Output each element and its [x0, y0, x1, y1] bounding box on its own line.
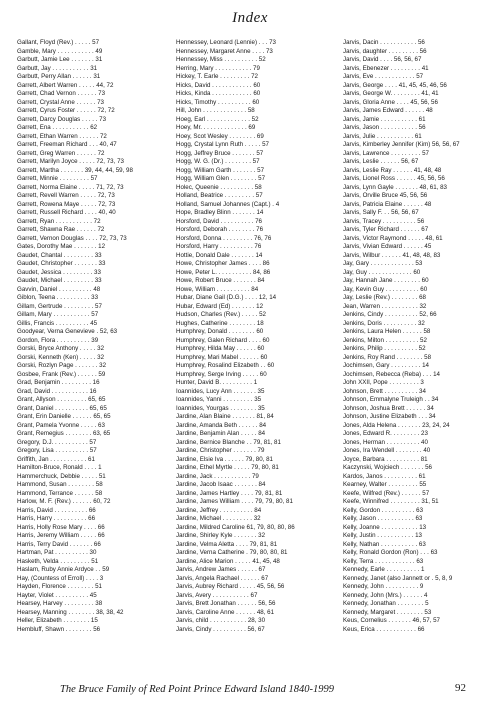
index-entry: Harris, Jeremy William . . . . . 66 [17, 532, 105, 539]
index-entry: Jarvis, Leslie Ray . . . . . . 41, 48, 48 [343, 166, 442, 174]
index-entry: Keus, Erica . . . . . . . . . . . . 66 [343, 625, 425, 633]
index-entry: Ioannides, Yanni . . . . . . . . . 35 [176, 396, 262, 403]
index-entry: Harris, David . . . . . . . . . . 66 [17, 506, 96, 514]
index-entry: Jarvis, Jason . . . . . . . . . . . 56 [343, 124, 426, 131]
index-entry: Kennedy, Jonathan . . . . . . . . 5 [343, 600, 429, 607]
index-entry: Garrett, Albert Warren . . . . . 44, 72 [17, 81, 114, 89]
index-entry: Jarvis, James Edward . . . . . . 48 [343, 107, 433, 114]
index-entry: Jenkins, Roy Rand . . . . . . . . 58 [343, 353, 432, 361]
index-entry: Hoeg, Earl . . . . . . . . . . . . . 52 [176, 115, 259, 123]
index-entry: Humphrey, Serge Irving . . . . . 60 [176, 370, 267, 378]
index-entry: Grad, Benjamin . . . . . . . . . 16 [17, 379, 100, 386]
index-entry: Hubar, Diane Gail (D.G.) . . . . 12, 14 [176, 294, 277, 301]
book-title-footer: The Bruce Family of Red Point Prince Edward Island 1840-1999 [60, 684, 335, 695]
index-entry: Ioannides, Lucy Ann . . . . . . . 35 [176, 387, 265, 395]
index-entry: Hottie, Donald Dale . . . . . . . 14 [176, 251, 263, 259]
index-entry: Gregory, Lisa . . . . . . . . . . 57 [17, 447, 97, 454]
index-entry: Haslam, Ruby Annie Ardyce . . 59 [17, 566, 110, 573]
index-entry: Jarvis, Sally F. . . 56, 56, 67 [343, 209, 419, 216]
index-entry: Garrett, Shawna Rae . . . . . . 72 [17, 226, 105, 233]
index-entry: Gallant, Floyd (Rev.) . . . . . 57 [17, 39, 100, 46]
index-column-1 [17, 39, 172, 634]
index-entry: Jardine, Amanda Beth . . . . . . 84 [176, 421, 267, 429]
index-entry: Jardine, Shirley Kyle . . . . . . . 32 [176, 532, 266, 539]
index-entry: Gorski, Kenneth (Ken) . . . . . 32 [17, 353, 105, 361]
index-entry: Grant, Daniel . . . . . . . . . . 65, 65 [17, 404, 107, 412]
index-entry: Howe, Peter L. . . . . . . . . . . 84, 86 [176, 268, 271, 276]
index-entry: Kelly, Gordon . . . . . . . . . . 63 [343, 506, 424, 514]
index-entry: Hembluff, Shawn . . . . . . . . 56 [17, 625, 101, 633]
index-entry: Hamilton-Bruce, Ronald . . . . 1 [17, 464, 102, 471]
index-entry: Humphrey, Mari Mabel . . . . . . 60 [176, 353, 268, 361]
index-entry: Hicks, Timothy . . . . . . . . . . 60 [176, 98, 260, 106]
index-entry: Jardine, James William . . . . 79, 79, 80, 81 [176, 498, 293, 505]
index-entry: Keefe, Winnifred . . . . . . . . . 31, 51 [343, 498, 439, 505]
index-entry: Jarvis, Wilbur . . . . . . 41, 48, 48, 83 [343, 251, 441, 259]
index-entry: Jenkins, Philip . . . . . . . . . . 52 [343, 345, 426, 352]
index-entry: Jarvis, Kimberley Jennifer (Kim) 56, 56, 67 [343, 141, 460, 148]
index-entry: Kaczynski, Wojciech . . . . . . . 56 [343, 464, 432, 471]
index-entry: Ioannides, Yourgas . . . . . . . . 35 [176, 404, 265, 412]
index-entry: Garbutt, Jamie Lee . . . . . . . 31 [17, 56, 103, 63]
index-entry: Joyce, Barbara . . . . . . . . . . 81 [343, 455, 428, 463]
index-entry: Jardine, Jacob Isaac . . . . . . . 84 [176, 481, 266, 488]
index-entry: Hammond, Susan . . . . . . . . 58 [17, 481, 103, 488]
index-entry: Hogg, Jeffrey Bruce . . . . . . . 57 [176, 149, 264, 157]
index-entry: Garrett, Greg Warren . . . . . . 72 [17, 149, 105, 157]
index-entry: Garrett, Ena . . . . . . . . . . . 62 [17, 124, 98, 131]
index-entry: Garrett, Martha . . . . . . . 39, 44, 44, 59, 98 [17, 166, 133, 174]
index-entry: Holland, Samuel Johannes (Capt.) . 4 [176, 200, 280, 208]
index-entry: Jochimsen, Gary . . . . . . . . . 14 [343, 362, 429, 369]
index-entry: Kelly, Terra . . . . . . . . . . . . 63 [343, 557, 424, 565]
index-entry: Garrett, Darcy Douglas . . . . . 73 [17, 115, 107, 123]
index-entry: Harris, Terry David . . . . . . . 66 [17, 540, 101, 548]
index-entry: Jay, Hannah Jane . . . . . . . . 60 [343, 277, 429, 284]
index-entry: Heller, Elizabeth . . . . . . . . 15 [17, 617, 98, 624]
index-entry: Jones, Edward R. . . . . . . . . 23 [343, 430, 428, 437]
index-entry: Jarvis, Lionel Ross . . . . . . 45, 56, 56 [343, 175, 445, 182]
index-entry: Jarvis, David . . . . 56, 56, 67 [343, 56, 422, 63]
index-entry: Jarvis, Eve . . . . . . . . . . . . 57 [343, 73, 424, 80]
index-entry: Garbutt, Perry Allan . . . . . . 31 [17, 73, 101, 80]
index-entry: Hicks, David . . . . . . . . . . . . 60 [176, 81, 261, 89]
index-column-3 [343, 39, 498, 634]
index-entry: Jarvis, Caroline Anne . . . . . . 48, 61 [176, 608, 275, 616]
index-entry: Hughes, Catherine . . . . . . . . 18 [176, 319, 264, 327]
index-entry: Jarvis, Victor Raymond . . . . . 48, 61 [343, 234, 443, 242]
index-entry: Hogg, William Glen . . . . . . . . 57 [176, 175, 266, 182]
index-entry: Humphrey, Donald . . . . . . . . 60 [176, 328, 264, 335]
index-entry: Jay, Guy . . . . . . . . . . . . . 60 [343, 268, 421, 276]
index-entry: Hogg, William Garth . . . . . . . 57 [176, 166, 265, 174]
index-entry: Gorski, Rozlyn Page . . . . . . . 32 [17, 362, 107, 369]
index-entry: Jardine, Benjamin Alan . . . . . 84 [176, 430, 266, 437]
index-entry: Jarvis, Leslie . . . . . . 56, 67 [343, 158, 419, 165]
index-entry: Johnson, Brett . . . . . . . . . . 34 [343, 387, 426, 395]
index-entry: Hennessey, Margaret Anne . . . . 73 [176, 47, 273, 55]
index-entry: Hudson, Charles (Rev.) . . . . . 52 [176, 311, 266, 318]
index-entry: Garrett, Ryan . . . . . . . . . . . 72 [17, 217, 101, 225]
index-entry: Jardine, Jeffrey . . . . . . . . . . 84 [176, 506, 262, 514]
index-entry: Kelly, Jason . . . . . . . . . . . 63 [343, 515, 423, 522]
index-entry: Kennedy, Margaret . . . . . . . . 53 [343, 608, 432, 616]
index-entry: Kennedy, John (Mrs.) . . . . . . 4 [343, 591, 428, 599]
index-entry: Hammond, Terrance . . . . . . 58 [17, 489, 103, 497]
index-entry: Gillam, Mary . . . . . . . . . . . 57 [17, 311, 99, 318]
index-entry: Gaudet, Chantal . . . . . . . . . 33 [17, 251, 102, 259]
index-entry: Jarvis, Brett Jonathan . . . . . . 56, 56 [176, 600, 276, 607]
index-entry: Jenkins, Doris . . . . . . . . . . 32 [343, 319, 425, 327]
index-entry: Gosbee, Frank (Rev.) . . . . . . 59 [17, 370, 106, 378]
index-entry: Kelly, Joanne . . . . . . . . . . . 13 [343, 523, 427, 531]
index-entry: Hoey, Mr. . . . . . . . . . . . . . 69 [176, 124, 256, 131]
index-entry: Holec, Queenie . . . . . . . . . . 58 [176, 183, 262, 191]
index-entry: Hayter, Violet . . . . . . . . . . 45 [17, 591, 97, 599]
index-entry: Gordon, Flora . . . . . . . . . . 39 [17, 336, 99, 344]
index-entry: Horsford, Donna . . . . . . . . . 76, 76 [176, 234, 272, 242]
index-entry: Garrett, Marilyn Joyce . . . . . 72, 73, 73 [17, 158, 124, 165]
index-entry: Hartman, Pat . . . . . . . . . . 30 [17, 549, 97, 556]
index-entry: Horsford, David . . . . . . . . . . 76 [176, 217, 262, 225]
index-entry: Hearsey, Harvey . . . . . . . . . 38 [17, 600, 103, 607]
index-entry: Jarvis, Avery . . . . . . . . . . . 67 [176, 591, 258, 599]
index-entry: Jay, Leslie (Rev.) . . . . . . . . 68 [343, 294, 426, 301]
index-entry: Grant, Pamela Yvonne . . . . . 63 [17, 421, 105, 429]
page-number: 92 [455, 682, 466, 694]
index-entry: Hogg, W. G. (Dr.) . . . . . . . . 57 [176, 158, 260, 165]
index-entry: Grant, Remegius . . . . . . . . 63, 65 [17, 430, 111, 437]
index-entry: Howe, William . . . . . . . . . . 84 [176, 285, 259, 293]
index-entry: Johnson, Emmalyne Truleigh . . 34 [343, 396, 439, 403]
index-entry: Jarvis, Andrew James . . . . . . 67 [176, 566, 266, 573]
index-entry: Hasketh, Velda . . . . . . . . . 51 [17, 557, 99, 565]
index-entry: Johnson, Justine Elizabeth . . . 34 [343, 413, 436, 420]
index-entry: Jardine, Alice Marion . . . . . 41, 45, 48 [176, 557, 280, 565]
index-entry: Hickey, T. Earle . . . . . . . . . 72 [176, 73, 258, 80]
index-entry: Jarvis, Orville Bruce 45, 56, 56 [343, 192, 428, 199]
index-entry: Jenkins, Milton . . . . . . . . . . 52 [343, 336, 427, 344]
index-entry: Grad, David . . . . . . . . . . . 16 [17, 387, 97, 395]
index-entry: Garrett, Norma Elaine . . . . . 71, 72, 73 [17, 183, 124, 191]
index-entry: Goodyear, Verna Genevieve . 52, 63 [17, 328, 118, 335]
index-entry: Jardine, Mildred Caroline 61, 79, 80, 80, 86 [176, 523, 295, 531]
index-entry: Gaudet, Jessica . . . . . . . . . 33 [17, 268, 101, 276]
index-entry: Jardine, Jack . . . . . . . . . . . 79 [176, 472, 259, 480]
index-entry: Keus, Cornelius . . . . . . . 46, 57, 57 [343, 617, 440, 624]
index-entry: Jean, Warren . . . . . . . . . . . 32 [343, 302, 427, 310]
index-entry: Jardine, Elsie Iva . . . . . . 79, 80, 81 [176, 455, 273, 463]
index-entry: Garrett, Revell Warren . . . . . 72, 73 [17, 192, 115, 199]
index-entry: Jardine, Verna Catherine . 79, 80, 80, 81 [176, 549, 288, 556]
index-entry: Griffith, Jan . . . . . . . . . . . 61 [17, 455, 95, 463]
index-entry: Jarvis, Lawrence . . . . . . . . . 57 [343, 149, 429, 157]
index-entry: Jarvis, Jamie . . . . . . . . . . . 61 [343, 115, 426, 123]
index-entry: Jarvis, Patricia Elaine . . . . . . 48 [343, 200, 432, 208]
index-entry: Garbutt, Jay . . . . . . . . . . . 31 [17, 64, 98, 72]
index-entry: Gates, Dorothy Mae . . . . . . . 12 [17, 243, 106, 250]
index-entry: Hope, Bradley Blinn . . . . . . . 14 [176, 209, 264, 216]
index-entry: Kennedy, Earle . . . . . . . . . . 1 [343, 566, 425, 573]
index-entry: Jardine, Alan Blaine . . . . . . . 81, 84 [176, 413, 274, 420]
index-entry: Kennedy, Janet (also Jannett or . 5, 8, 9 [343, 574, 453, 582]
index-entry: Garrett, Vernon Douglas . . . . 72, 73, 73 [17, 234, 127, 242]
index-entry: Gillis, Francis . . . . . . . . . . 45 [17, 319, 98, 327]
index-entry: Hicks, Kinda . . . . . . . . . . . . 60 [176, 90, 261, 97]
index-entry: Hunter, David B. . . . . . . . . . 1 [176, 379, 258, 386]
index-entry: Grant, Erin Danielle . . . . . . 65, 65 [17, 413, 111, 420]
index-entry: Jardine, Ethel Myrtle . . . . . 79, 80, 81 [176, 464, 279, 471]
index-entry: Kearney, Walter . . . . . . . . . 55 [343, 481, 427, 488]
index-entry: Hayden, Florence . . . . . . . . 51 [17, 583, 102, 590]
index-entry: Jarvis, Aubrey Richard . . . . . 45, 56, 56 [176, 583, 285, 590]
page-title: Index [232, 10, 268, 26]
index-entry: Hammerchuck, Debbie . . . . . 51 [17, 472, 106, 480]
index-entry: Garrett, Russell Richard . . . . 40, 40 [17, 209, 116, 216]
index-entry: Gaudet, Michael . . . . . . . . . 33 [17, 277, 102, 284]
index-entry: Hearsey, Manning . . . . . . . . 38, 38, 42 [17, 608, 124, 616]
index-entry: Howe, Robert Bruce . . . . . . . 84 [176, 277, 265, 284]
index-entry: Horsford, Deborah . . . . . . . . 76 [176, 226, 264, 233]
index-entry: John XXII, Pope . . . . . . . . . 3 [343, 379, 424, 386]
index-entry: Kelly, Nathan . . . . . . . . . . . 63 [343, 540, 426, 548]
index-entry: Jenkins, Cindy . . . . . . . . . . 52, 66 [343, 311, 437, 318]
index-entry: Humphrey, Hilda May . . . . . . 60 [176, 345, 265, 352]
index-entry: Gillam, Gertrude . . . . . . . . . 57 [17, 302, 102, 310]
index-entry: Jones, Alda Helena . . . . . . . 23, 24, 24 [343, 421, 450, 429]
index-entry: Gavvin, Daniel . . . . . . . . . . 48 [17, 285, 101, 293]
index-entry: Harlow, M. F. (Rev.) . . . . . . 60, 72 [17, 498, 111, 505]
index-entry: Garrett, Crystal Anne . . . . . . 73 [17, 98, 105, 106]
index-entry: Hennessey, Leonard (Lennie) . . . 73 [176, 39, 276, 46]
index-column-2 [176, 39, 338, 634]
index-entry: Gamble, Mary . . . . . . . . . . . 49 [17, 47, 103, 55]
index-entry: Jarvis, George . . . . 41, 45, 45, 46, 56 [343, 81, 447, 89]
index-entry: Jardine, Bernice Blanche . . 79, 81, 81 [176, 438, 281, 446]
index-entry: Garrett, Chad Vernon . . . . . . 73 [17, 90, 106, 97]
index-entry: Jarvis, Tracey . . . . . . . . . . 56 [343, 217, 425, 225]
index-entry: Jarvis, Ebenezer . . . . . . . . . 41 [343, 64, 429, 72]
index-entry: Gregory, D.J. . . . . . . . . . . 57 [17, 438, 97, 446]
index-entry: Hoey, Scot Wesley . . . . . . . . 69 [176, 132, 264, 140]
index-entry: Jarvis, Gloria Anne . . . . 45, 56, 56 [343, 98, 438, 106]
index-entry: Jarvis, Vivian Edward . . . . . . 45 [343, 243, 432, 250]
index-entry: Kelly, Ronald Gordon (Ron) . . . 63 [343, 549, 438, 556]
index-entry: Johnson, Joshua Brett . . . . . . 34 [343, 404, 434, 412]
index-entry: Kardos, Janos . . . . . . . . . . 61 [343, 472, 426, 480]
index-entry: Jochimsen, Rebecca (Reba) . . . 14 [343, 370, 440, 378]
index-entry: Jarvis, George W. . . . . . . . . 41, 41 [343, 90, 439, 97]
index-entry: Jardine, Velma Aletta . . . . 79, 81, 81 [176, 540, 278, 548]
index-entry: Horsford, Harry . . . . . . . . . . 76 [176, 243, 262, 250]
index-entry: Gorski, Bryce Anthony . . . . . 32 [17, 345, 105, 352]
index-entry: Jarvis, child . . . . . . . . . . . 28, 30 [176, 617, 266, 624]
index-entry: Grant, Allyson . . . . . . . . . 65, 65 [17, 396, 106, 403]
index-entry: Herring, Mary . . . . . . . . . . . 79 [176, 64, 260, 72]
index-entry: Jarvis, Cindy . . . . . . . . . . 56, 67 [176, 625, 265, 633]
index-entry: Jarvis, Angela Rachael . . . . . . 67 [176, 574, 269, 582]
index-entry: Jarvis, Julie . . . . . . . . . . . 61 [343, 132, 422, 140]
index-entry: Kelly, Justin . . . . . . . . . . . 13 [343, 532, 422, 539]
index-entry: Jones, Ira Wendell . . . . . . . . 40 [343, 447, 431, 454]
index-entry: Jarvis, Lynn Gayle . . . . . . . 48, 61, 83 [343, 183, 447, 191]
index-entry: Jarvis, Dacin . . . . . . . . . . . 56 [343, 39, 425, 46]
index-entry: Giblon, Teena . . . . . . . . . . 33 [17, 294, 99, 301]
index-entry: Humphrey, Rosalind Elizabeth . . 60 [176, 362, 275, 369]
index-entry: Hill, John . . . . . . . . . . . . . 58 [176, 107, 255, 114]
index-entry: Howe, Christopher James . . . . 86 [176, 260, 270, 267]
index-entry: Jones, Herman . . . . . . . . . . 40 [343, 438, 428, 446]
index-entry: Jarvis, Tyler Richard . . . . . . 67 [343, 226, 429, 233]
index-entry: Hay, (Countess of Erroll) . . . . 3 [17, 574, 104, 582]
index-entry: Hennessey, Miss . . . . . . . . . . 52 [176, 56, 266, 63]
index-entry: Garrett, Ethan Warren . . . . . . 72 [17, 132, 107, 140]
index-entry: Jardine, James Hartley . . . . 79, 81, 81 [176, 489, 283, 497]
index-entry: Humphrey, Galen Richard . . . . 60 [176, 336, 270, 344]
index-entry: Keefe, Wilfred (Rev.) . . . . . . 57 [343, 489, 430, 497]
index-entry: Holland, Beatrice . . . . . . . . . 57 [176, 192, 263, 199]
index-entry: Harris, Holly Rose Mary . . . . 66 [17, 523, 105, 531]
index-entry: Hogg, Crystal Lynn Ruth . . . . . 57 [176, 141, 269, 148]
index-entry: Garrett, Freeman Richard . . . 40, 47 [17, 141, 117, 148]
index-entry: Jarvis, daughter . . . . . . . . . 56 [343, 47, 427, 55]
index-entry: Harris, Harry . . . . . . . . . . 66 [17, 515, 96, 522]
index-entry: Jenkins, Laura Helen . . . . . . 58 [343, 328, 431, 335]
index-entry: Jay, Kevin Guy . . . . . . . . . . 60 [343, 285, 428, 293]
index-entry: Gaudet, Christopher . . . . . . . 33 [17, 260, 106, 267]
index-entry: Jardine, Michael . . . . . . . . . 32 [176, 515, 261, 522]
index-entry: Jay, Gary . . . . . . . . . . . . . 53 [343, 260, 423, 267]
index-entry: Kennedy, John . . . . . . . . . . 9 [343, 583, 424, 590]
index-entry: Garrett, Cyrus Foster . . . . . . 72, 72 [17, 107, 115, 114]
index-entry: Hubar, Edward (Ed) . . . . . . . 12 [176, 302, 264, 310]
index-entry: Garrett, Minnie . . . . . . . . . 57 [17, 175, 98, 182]
index-entry: Jardine, Christopher . . . . . . . 79 [176, 447, 265, 454]
index-entry: Garrett, Rowena Maye . . . . . 72, 73 [17, 200, 116, 208]
